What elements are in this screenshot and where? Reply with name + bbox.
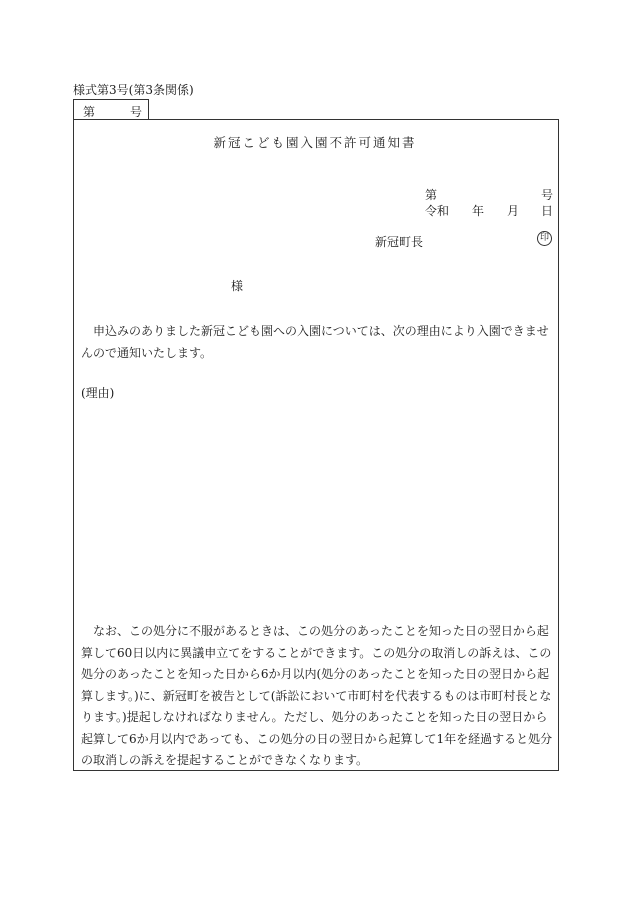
recipient-honorific: 様 [231,279,244,293]
reason-label: (理由) [81,386,115,400]
body-text: 申込みのありました新冠こども園への入園については、次の理由により入園できませんので通知いたします。 [81,324,549,360]
issue-number-dai: 第 [425,188,438,202]
date-era: 令和 [425,204,450,218]
appeal-notice: なお、この処分に不服があるときは、この処分のあったことを知った日の翌日から起算して60日以内に異議申立てをすることができます。この処分の取消しの訴えは、この処分のあったことを知った日から6か月以内(処分のあったことを知った日の翌日から起算します。)に、新冠町を被告として(訴訟において市町村を代表するものは市町村長となります。)提起しなければなりません。ただし、処分のあったことを知った日の翌日から起算して6か月以内であっても、この処分の日の翌日から起算して1年を経過すると処分の取消しの訴えを提起することができなくなります。 [81,624,553,767]
issuer-name: 新冠町長 [375,235,424,249]
number-box-go: 号 [130,105,143,119]
number-box-dai: 第 [83,105,96,119]
issue-number-go: 号 [541,188,554,202]
date-month: 月 [507,204,520,218]
seal-icon: 印 [537,231,552,246]
date-day: 日 [541,204,554,218]
date-year: 年 [472,204,485,218]
document-number-box [73,99,149,119]
form-number-label: 様式第3号(第3条関係) [73,83,194,97]
document-title: 新冠こども園入園不許可通知書 [213,135,417,150]
